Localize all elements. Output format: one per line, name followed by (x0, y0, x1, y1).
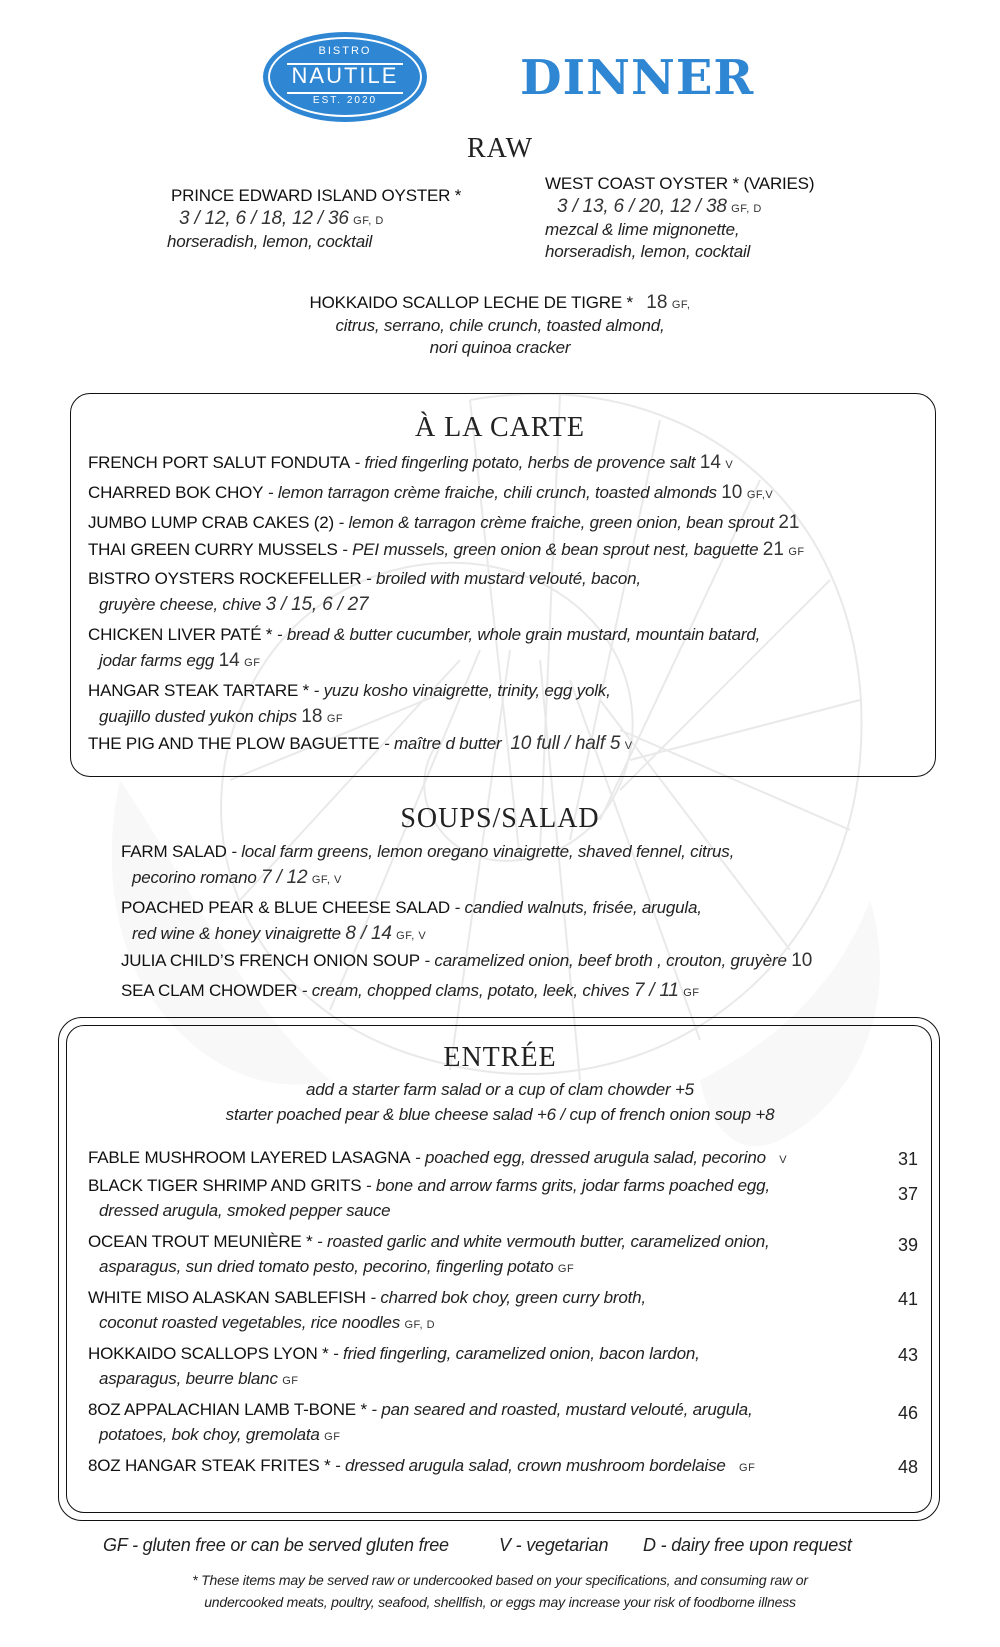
menu-item: THE PIG AND THE PLOW BAGUETTE - maître d butter 10 full / half 5 V (88, 733, 633, 754)
disclaimer-line-2: undercooked meats, poultry, seafood, shellfish, or eggs may increase your risk of foodborne illness (204, 1594, 796, 1610)
menu-item: BISTRO OYSTERS ROCKEFELLER - broiled with mustard velouté, bacon, gruyère cheese, chive 3 / 15, 6 / 27 (88, 569, 641, 615)
entree-price: 41 (897, 1289, 918, 1309)
raw-item-pei-oyster: PRINCE EDWARD ISLAND OYSTER * 3 / 12, 6 / 18, 12 / 36 GF, D horseradish, lemon, cocktail (167, 186, 462, 251)
menu-item: THAI GREEN CURRY MUSSELS - PEI mussels, green onion & bean sprout nest, baguette 21 GF (88, 539, 805, 560)
menu-item: OCEAN TROUT MEUNIÈRE * - roasted garlic and white vermouth butter, caramelized onion, asparagus, sun dried tomato pesto, pecorino, fingerling potato GF 39 (88, 1232, 918, 1276)
menu-item: HANGAR STEAK TARTARE * - yuzu kosho vinaigrette, trinity, egg yolk, guajillo dusted yukon chips 18 GF (88, 681, 611, 727)
menu-item: SEA CLAM CHOWDER - cream, chopped clams, potato, leek, chives 7 / 11 GF (121, 980, 700, 1001)
menu-item: FRENCH PORT SALUT FONDUTA - fried fingerling potato, herbs de provence salt 14 V (88, 452, 734, 473)
menu-item: WHITE MISO ALASKAN SABLEFISH - charred bok choy, green curry broth, coconut roasted vegetables, rice noodles GF, D 41 (88, 1288, 918, 1332)
menu-item: FARM SALAD - local farm greens, lemon oregano vinaigrette, shaved fennel, citrus, pecorino romano 7 / 12 GF, V (121, 842, 735, 888)
page-title: DINNER (520, 50, 755, 106)
menu-item: HOKKAIDO SCALLOPS LYON * - fried fingerling, caramelized onion, bacon lardon, asparagus, beurre blanc GF 43 (88, 1344, 918, 1388)
entree-price: 43 (897, 1345, 918, 1365)
entree-price: 39 (897, 1235, 918, 1255)
logo-established: EST. 2020 (312, 95, 378, 106)
a-la-carte-heading: À LA CARTE (414, 412, 586, 443)
logo-name: NAUTILE (291, 63, 399, 88)
logo-top-text: BISTRO (318, 45, 372, 57)
soups-salad-heading: SOUPS/SALAD (400, 803, 600, 834)
entree-note-2: starter poached pear & blue cheese salad +6 / cup of french onion soup +8 (225, 1105, 775, 1124)
legend-vegetarian: V - vegetarian (499, 1535, 609, 1555)
entree-note-1: add a starter farm salad or a cup of clam chowder +5 (306, 1080, 694, 1099)
disclaimer-line-1: * These items may be served raw or undercooked based on your specifications, and consuming raw or (192, 1572, 808, 1588)
menu-item: POACHED PEAR & BLUE CHEESE SALAD - candied walnuts, frisée, arugula, red wine & honey vinaigrette 8 / 14 GF, V (121, 898, 702, 944)
a-la-carte-list (88, 452, 805, 755)
entree-heading: ENTRÉE (443, 1042, 557, 1073)
entree-price: 31 (897, 1149, 918, 1169)
raw-heading: RAW (466, 133, 534, 164)
menu-item: 8OZ APPALACHIAN LAMB T-BONE * - pan seared and roasted, mustard velouté, arugula, potatoes, bok choy, gremolata GF 46 (88, 1400, 918, 1444)
raw-item-scallop: HOKKAIDO SCALLOP LECHE DE TIGRE * 18 GF, citrus, serrano, chile crunch, toasted almond, nori quinoa cracker (309, 292, 691, 357)
menu-item: CHARRED BOK CHOY - lemon tarragon crème fraiche, chili crunch, toasted almonds 10 GF,V (88, 482, 774, 503)
legend-dairy-free: D - dairy free upon request (643, 1535, 852, 1555)
menu-item: JULIA CHILD’S FRENCH ONION SOUP - caramelized onion, beef broth , crouton, gruyère 10 (121, 950, 813, 971)
soups-salad-list (121, 842, 812, 1002)
menu-item: JUMBO LUMP CRAB CAKES (2) - lemon & tarragon crème fraiche, green onion, bean sprout 21 (88, 512, 800, 533)
raw-item-west-coast-oyster: WEST COAST OYSTER * (VARIES) 3 / 13, 6 / 20, 12 / 38 GF, D mezcal & lime mignonette, horseradish, lemon, cocktail (545, 174, 815, 261)
entree-price: 37 (897, 1184, 918, 1204)
bistro-nautile-logo (263, 32, 427, 122)
menu-item: FABLE MUSHROOM LAYERED LASAGNA - poached egg, dressed arugula salad, pecorino V 31 (88, 1148, 918, 1169)
menu-item: CHICKEN LIVER PATÉ * - bread & butter cucumber, whole grain mustard, mountain batard, jodar farms egg 14 GF (88, 625, 761, 671)
entree-list (88, 1148, 918, 1484)
legend-gluten-free: GF - gluten free or can be served gluten free (103, 1535, 449, 1555)
menu-item: BLACK TIGER SHRIMP AND GRITS - bone and arrow farms grits, jodar farms poached egg, dressed arugula, smoked pepper sauce 37 (88, 1176, 918, 1220)
entree-price: 48 (897, 1457, 918, 1477)
entree-price: 46 (897, 1403, 918, 1423)
menu-item: 8OZ HANGAR STEAK FRITES * - dressed arugula salad, crown mushroom bordelaise GF 48 (88, 1456, 918, 1477)
